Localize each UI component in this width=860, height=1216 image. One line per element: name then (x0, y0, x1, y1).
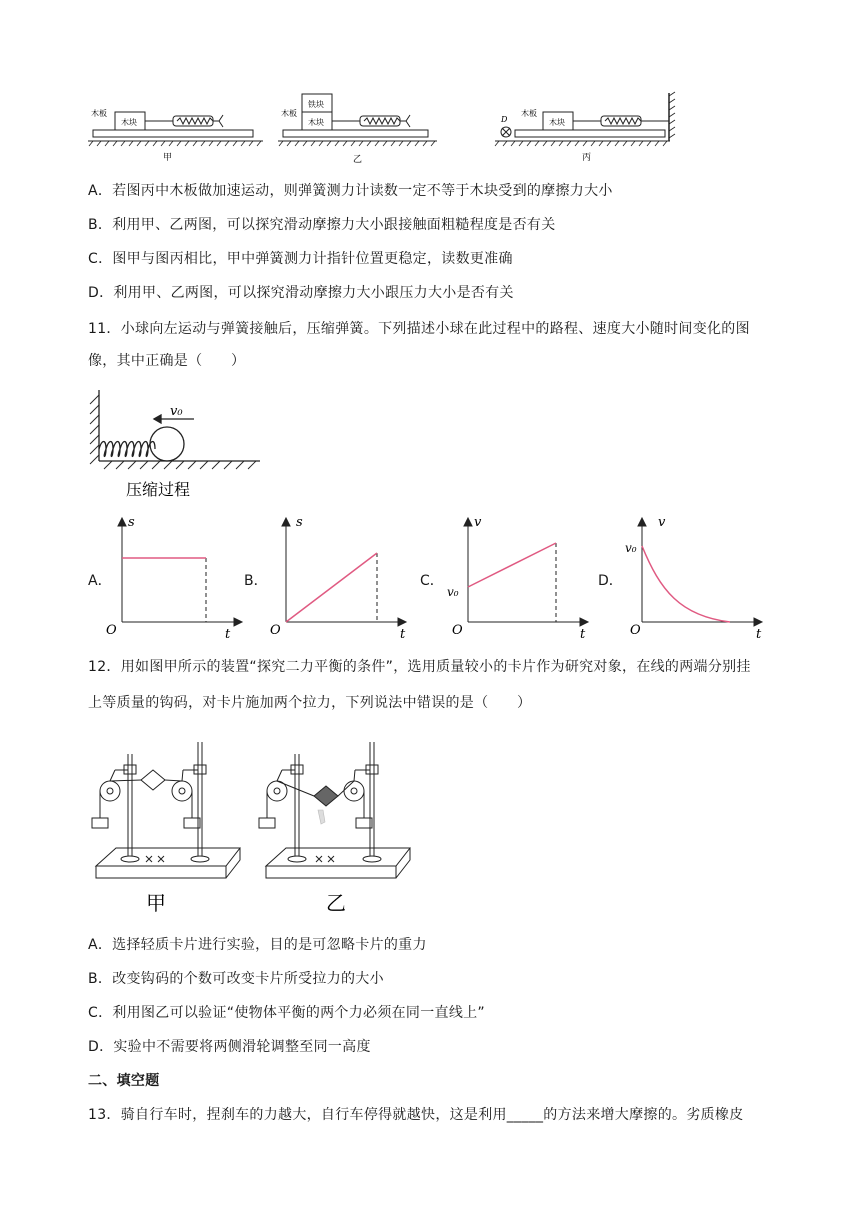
card-yi (314, 786, 338, 806)
graph-letter-b: B． (244, 573, 268, 589)
graph-d (620, 510, 780, 640)
graph-letter-a: A． (88, 573, 112, 589)
board-yi (283, 130, 428, 137)
graph-a-origin: O (106, 623, 117, 638)
q13-stem: 13．骑自行车时，捏刹车的力越大，自行车停得就越快，这是利用_____的方法来增大摩擦的。劣质橡皮 (88, 1107, 744, 1123)
graph-letter-d: D． (598, 573, 623, 589)
board-jia (93, 130, 253, 137)
graph-c-origin: O (452, 623, 463, 638)
board-label-jia: 木板 (91, 109, 107, 118)
card-jia (141, 770, 165, 790)
graph-a (100, 510, 250, 640)
graph-d-xlabel: t (756, 627, 762, 640)
q11-stem-line1: 11．小球向左运动与弹簧接触后，压缩弹簧。下列描述小球在此过程中的路程、速度大小随时间变化的图 (88, 321, 750, 337)
q10-option-c: C．图甲与图丙相比，甲中弹簧测力计指针位置更稳定，读数更准确 (88, 251, 513, 267)
graph-b (264, 510, 414, 640)
graph-c-ylabel: v (474, 515, 482, 530)
caption-jia-balance: 甲 (146, 891, 166, 915)
board-label-yi: 木板 (281, 109, 297, 118)
hand-yi (318, 810, 325, 824)
graph-c (446, 510, 596, 640)
spring (99, 442, 155, 457)
graph-c-v0: v₀ (447, 585, 459, 599)
graph-b-curve (286, 553, 377, 622)
caption-yi-balance: 乙 (326, 891, 346, 915)
d-label: D (501, 115, 508, 124)
board-label-bing: 木板 (521, 109, 537, 118)
q12-stem-line1: 12．用如图甲所示的装置“探究二力平衡的条件”，选用质量较小的卡片作为研究对象，在线的两端分别挂 (88, 659, 751, 675)
friction-figures (85, 88, 685, 168)
q10-option-a: A．若图丙中木板做加速运动，则弹簧测力计读数一定不等于木块受到的摩擦力大小 (88, 183, 613, 199)
graph-b-xlabel: t (400, 627, 406, 640)
q12-option-a: A．选择轻质卡片进行实验，目的是可忽略卡片的重力 (88, 937, 427, 953)
graph-a-ylabel: s (128, 515, 135, 530)
graph-d-ylabel: v (658, 515, 666, 530)
graph-d-origin: O (630, 623, 641, 638)
caption-bing: 丙 (582, 153, 592, 163)
q12-option-b: B．改变钩码的个数可改变卡片所受拉力的大小 (88, 971, 384, 987)
graph-c-xlabel: t (580, 627, 586, 640)
block-label-yi: 木块 (308, 118, 324, 127)
graph-c-curve (468, 543, 556, 587)
v0-label: v₀ (170, 404, 183, 419)
q11-stem-line2: 像，其中正确是（ ） (88, 353, 246, 369)
graph-letter-c: C． (420, 573, 444, 589)
iron-label-yi: 铁块 (308, 100, 324, 109)
q10-option-d: D．利用甲、乙两图，可以探究滑动摩擦力大小跟压力大小是否有关 (88, 285, 514, 301)
block-label-jia: 木块 (121, 118, 137, 127)
graph-a-xlabel: t (225, 627, 231, 640)
board-bing (515, 130, 665, 137)
graph-b-origin: O (270, 623, 281, 638)
graph-b-ylabel: s (296, 515, 303, 530)
graph-d-v0: v₀ (625, 541, 637, 555)
q10-option-b: B．利用甲、乙两图，可以探究滑动摩擦力大小跟接触面粗糙程度是否有关 (88, 217, 556, 233)
q12-option-c: C．利用图乙可以验证“使物体平衡的两个力必须在同一直线上” (88, 1005, 485, 1021)
caption-yi: 乙 (353, 155, 363, 165)
caption-jia: 甲 (163, 153, 173, 163)
figure-caption-compression: 压缩过程 (126, 480, 191, 499)
q12-option-d: D．实验中不需要将两侧滑轮调整至同一高度 (88, 1039, 371, 1055)
balance-apparatus-figure (88, 738, 428, 916)
section-heading-fill-in: 二、填空题 (88, 1073, 160, 1089)
block-label-bing: 木块 (549, 118, 565, 127)
graph-d-curve (642, 546, 730, 622)
spring-ball-figure (82, 385, 272, 500)
q12-stem-line2: 上等质量的钩码，对卡片施加两个拉力，下列说法中错误的是（ ） (88, 695, 532, 711)
